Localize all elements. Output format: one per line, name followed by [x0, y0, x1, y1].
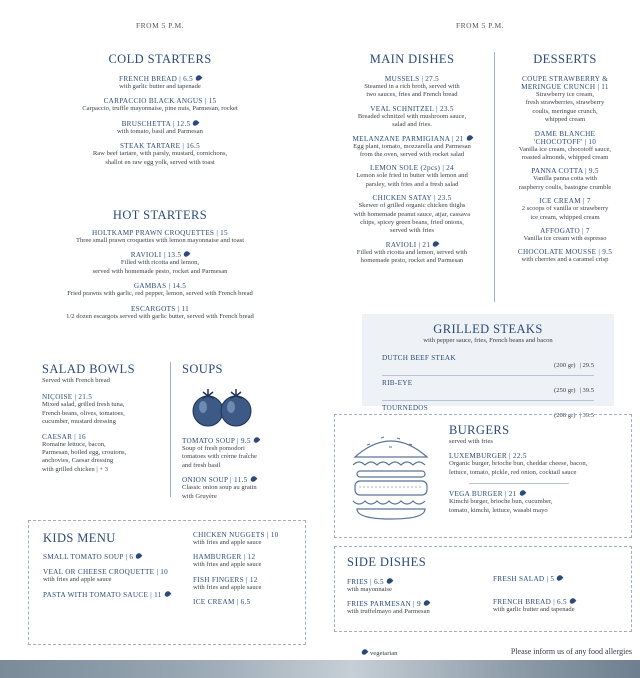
item-name: NIÇOISE | 21.5	[42, 393, 93, 402]
item-desc: Classic onion soup au gratin	[182, 484, 257, 492]
vegetarian-legend: vegetarian	[370, 650, 398, 657]
item-desc: with fries and apple sauce	[193, 539, 262, 546]
item-desc: Romaine lettuce, bacon,	[42, 440, 106, 448]
item-name: FRIES PARMESAN | 9	[347, 600, 421, 609]
menu-item	[182, 437, 302, 470]
kids-menu-right-column	[193, 531, 301, 606]
burgers-subtitle: served with fries	[449, 438, 493, 445]
menu-item	[332, 135, 492, 160]
cold-starters-title: COLD STARTERS	[108, 52, 212, 66]
menu-item	[0, 75, 320, 91]
item-name: FRENCH BREAD | 6.5	[119, 75, 193, 83]
menu-item	[493, 575, 627, 583]
item-desc: roasted almonds, whipped cream	[521, 154, 609, 162]
grilled-steaks-title: GRILLED STEAKS	[433, 322, 543, 336]
item-name: CHICKEN SATAY | 23.5	[372, 194, 452, 203]
item-desc: Mixed salad, grilled fresh tuna,	[42, 401, 125, 409]
item-name: CAESAR | 16	[42, 432, 86, 441]
menu-item	[449, 490, 629, 515]
hot-starters-title: HOT STARTERS	[112, 208, 208, 222]
side-dishes-box	[334, 546, 632, 632]
grilled-steaks-subtitle: with pepper sauce, fries, French beans and bacon	[423, 337, 553, 344]
kids-menu-left-column	[43, 531, 183, 599]
salad-bowls-subtitle: Served with French bread	[42, 377, 110, 384]
menu-item	[332, 241, 492, 266]
item-name: DAME BLANCHE	[534, 129, 596, 138]
item-name: GAMBAS | 14.5	[133, 282, 187, 291]
item-desc: with cherries and a caramel crisp	[521, 256, 609, 264]
item-desc: tomato, kimchi, lettuce, wasabi mayo	[449, 506, 548, 514]
vegetarian-leaf-icon	[569, 597, 577, 605]
item-name: FRESH SALAD | 5	[493, 575, 555, 583]
vegetarian-leaf-icon	[163, 591, 171, 599]
vegetarian-leaf-icon	[386, 577, 394, 585]
item-name: AFFOGATO | 7	[540, 227, 590, 236]
soups-title: SOUPS	[182, 362, 223, 376]
item-name: VEAL OR CHEESE CROQUETTE | 10	[43, 568, 169, 576]
vegetarian-leaf-icon	[556, 574, 564, 582]
steak-name: RIB-EYE	[382, 379, 413, 388]
menu-item	[496, 248, 634, 264]
menu-item	[0, 142, 320, 167]
menu-item	[347, 600, 477, 616]
item-desc: served with fries	[390, 227, 434, 235]
item-desc: with truffelmayo and Parmesan	[347, 608, 430, 616]
item-name: RAVIOLI | 13.5	[130, 251, 182, 260]
item-desc: Vanilla ice cream, chocotoff sauce,	[518, 145, 612, 153]
vegetarian-leaf-icon	[423, 600, 431, 608]
item-name: VEAL SCHNITZEL | 23.5	[370, 104, 454, 113]
item-desc: Vanilla panna cotta with	[533, 175, 597, 183]
item-name: MERINGUE CRUNCH | 11	[521, 83, 609, 91]
item-desc: Raw beef tartare, with parsly, mustard, cornichons,	[92, 150, 228, 158]
item-desc: tomatoes with crème fraîche	[182, 453, 257, 461]
item-desc: coulis, meringue crunch,	[532, 107, 598, 115]
left-menu-page	[0, 0, 320, 660]
menu-item	[449, 452, 629, 477]
item-desc: Parmesan, boiled egg, croutons,	[42, 449, 127, 457]
item-name: CHOCOLATE MOUSSE | 9.5	[517, 248, 613, 257]
right-page-header: FROM 5 P.M.	[455, 21, 505, 30]
steak-name: TOURNEDOS	[382, 404, 429, 413]
item-name: 'CHOCOTOFF' | 10	[533, 137, 597, 146]
item-desc: Three small prawn croquettes with lemon mayonnaise and toast	[75, 237, 245, 244]
salad-bowls-section	[42, 362, 167, 474]
burgers-box	[334, 414, 632, 538]
item-desc: with fries and apple sauce	[193, 583, 262, 591]
item-extra: with grilled chicken | + 3	[42, 465, 109, 473]
item-desc: Egg plant, tomato, mozzarella and Parmesan	[353, 142, 471, 150]
item-name: ONION SOUP | 11.5	[182, 476, 248, 485]
item-desc: served with homemade pesto, rocket and Parmesan	[92, 267, 228, 275]
item-desc: 2 scoops of vanilla or strawberry	[521, 205, 609, 213]
menu-item	[0, 282, 320, 298]
item-desc: anchovies, Caesar dressing	[42, 457, 114, 465]
steak-row	[382, 376, 594, 401]
item-desc: 1/2 dozen escargots served with garlic butter, served with French bread	[66, 312, 254, 320]
item-name: CARPACCIO BLACK ANGUS | 15	[103, 97, 217, 106]
item-desc: and fresh basil	[182, 461, 221, 469]
item-name: RAVIOLI | 21	[385, 240, 431, 249]
item-desc: two sauces, fries and French bread	[366, 91, 458, 99]
cold-starters-section	[0, 52, 320, 167]
main-dishes-title: MAIN DISHES	[369, 52, 455, 66]
allergy-note: Please inform us of any food allergies	[510, 646, 632, 656]
item-desc: with Gruyère	[182, 492, 217, 500]
main-dishes-section	[332, 52, 492, 266]
item-name: ICE CREAM | 7	[539, 197, 591, 206]
menu-item	[193, 553, 301, 569]
menu-item	[43, 591, 183, 599]
vegetarian-leaf-icon	[183, 251, 191, 259]
item-name: FRIES | 6.5	[347, 578, 384, 586]
steak-weight: (250 gr)	[554, 387, 576, 395]
item-desc: Fried prawns with garlic, red pepper, lemon, served with French bread	[67, 290, 253, 298]
vegetarian-leaf-icon	[518, 489, 526, 497]
menu-item	[493, 598, 627, 614]
item-name: PASTA WITH TOMATO SAUCE | 11	[43, 591, 162, 600]
burger-illustration-icon	[347, 427, 435, 523]
item-name: TOMATO SOUP | 9.5	[182, 437, 251, 445]
item-desc: Lemon sole fried in butter with lemon and	[356, 172, 468, 180]
steak-price: | 29.5	[579, 362, 594, 370]
item-name: HOLTKAMP PRAWN CROQUETTES | 15	[92, 229, 228, 237]
item-desc: chips, spicey green beans, fried onions,	[360, 219, 464, 227]
menu-item	[42, 433, 167, 475]
menu-item	[193, 531, 301, 547]
item-desc: with fries and apple sauce	[43, 576, 112, 583]
steak-weight: (200 gr)	[554, 412, 576, 420]
item-name: HAMBURGER | 12	[193, 553, 256, 562]
steak-row	[382, 351, 594, 376]
decorative-bottom-bar	[0, 660, 640, 678]
item-name: ESCARGOTS | 11	[130, 304, 190, 313]
item-name: CHICKEN NUGGETS | 10	[193, 531, 279, 539]
tomato-illustration-icon	[190, 385, 254, 429]
burgers-content	[449, 423, 629, 515]
menu-item	[0, 120, 320, 136]
steak-price: | 39.5	[579, 387, 594, 395]
item-desc: salad and fries.	[392, 121, 432, 129]
item-desc: Vanilla ice cream with espresso	[523, 235, 607, 243]
item-desc: Skewer of grilled organic chicken thighs	[358, 202, 466, 210]
item-desc: homemade pesto, rocket and Parmesan	[360, 257, 464, 265]
desserts-section	[496, 52, 634, 265]
burgers-title: BURGERS	[449, 423, 510, 437]
item-desc: Organic burger, brioche bun, cheddar cheese, bacon,	[449, 460, 588, 468]
menu-item	[0, 229, 320, 245]
item-desc: Kimchi burger, brioche bun, cucumber,	[449, 498, 553, 506]
item-desc: Carpaccio, truffle mayonnaise, pine nuts, Parmesan, rocket	[82, 105, 238, 113]
menu-item	[332, 105, 492, 130]
left-page-header: FROM 5 P.M.	[135, 21, 185, 30]
menu-item	[0, 305, 320, 321]
column-divider	[494, 52, 495, 302]
item-name: FISH FINGERS | 12	[193, 575, 258, 584]
vegetarian-leaf-icon	[252, 436, 260, 444]
menu-item	[43, 553, 183, 561]
item-desc: lettuce, tomato, pickle, red onion, cocktail sauce	[449, 468, 577, 476]
divider	[469, 483, 569, 484]
item-desc: with tomato, basil and Parmesan	[117, 127, 203, 135]
item-name: MUSSELS | 27.5	[384, 75, 440, 83]
menu-item	[0, 97, 320, 113]
item-name: COUPE STRAWBERRY &	[521, 75, 609, 83]
vegetarian-leaf-icon	[249, 475, 257, 483]
menu-item	[193, 598, 301, 606]
item-desc: raspberry coulis, bastogne crumble	[518, 183, 612, 191]
menu-item	[496, 167, 634, 192]
item-desc: with garlic butter and tapenade	[119, 83, 201, 90]
item-desc: Soup of fresh pomodori	[182, 445, 245, 452]
item-name: ICE CREAM | 6.5	[193, 598, 251, 607]
vegetarian-leaf-icon	[135, 552, 143, 560]
soups-section	[182, 362, 302, 501]
side-dishes-title: SIDE DISHES	[347, 555, 427, 569]
item-name: MELANZANE PARMIGIANA | 21	[352, 134, 464, 143]
item-desc: with fries and apple sauce	[193, 561, 262, 569]
menu-item	[332, 164, 492, 189]
item-name: VEGA BURGER | 21	[449, 490, 517, 499]
vegetarian-leaf-icon	[192, 119, 200, 127]
item-desc: parsley, with fries and a fresh salad	[365, 180, 459, 188]
steak-price: | 39.5	[579, 412, 594, 420]
item-name: SMALL TOMATO SOUP | 6	[43, 553, 134, 561]
item-desc: Steamed in a rich broth, served with	[364, 83, 460, 90]
salad-bowls-title: SALAD BOWLS	[42, 362, 135, 376]
kids-menu-box	[28, 520, 306, 645]
menu-item	[182, 476, 302, 501]
item-name: PANNA COTTA | 9.5	[531, 167, 599, 176]
item-desc: with homemade peanut sauce, atjar, cassava	[354, 210, 470, 218]
item-desc: cucumber, mustard dressing	[42, 418, 116, 426]
side-dishes-right-column	[493, 575, 627, 614]
item-desc: whipped cream	[544, 116, 586, 124]
vegetarian-leaf-icon	[361, 648, 369, 656]
item-name: STEAK TARTARE | 16.5	[120, 142, 200, 151]
hot-starters-section	[0, 208, 320, 321]
item-desc: with garlic butter and tapenade	[493, 606, 575, 613]
grilled-steaks-panel	[362, 314, 614, 420]
menu-item	[332, 194, 492, 236]
column-divider	[170, 362, 171, 497]
item-desc: fresh strawberries, strawberry	[525, 99, 605, 107]
steak-weight: (200 gr)	[554, 362, 576, 370]
menu-item	[332, 75, 492, 100]
menu-item	[42, 393, 167, 426]
item-desc: Breaded schnitzel with mushroom sauce,	[357, 112, 467, 120]
item-desc: French beans, olives, tomatoes,	[42, 409, 125, 417]
menu-item	[43, 568, 183, 584]
item-name: BRUSCHETTA | 12.5	[121, 119, 191, 128]
menu-item	[0, 251, 320, 276]
steak-name: DUTCH BEEF STEAK	[382, 354, 456, 363]
kids-menu-title: KIDS MENU	[43, 531, 116, 545]
item-desc: ice cream, whipped cream	[530, 213, 600, 221]
menu-item	[496, 227, 634, 243]
menu-item	[496, 130, 634, 163]
menu-item	[496, 197, 634, 222]
item-desc: shallot en raw egg yolk, served with toast	[105, 158, 215, 166]
item-name: LEMON SOLE (2pcs) | 24	[370, 164, 454, 173]
vegetarian-leaf-icon	[195, 74, 203, 82]
vegetarian-leaf-icon	[432, 240, 440, 248]
desserts-title: DESSERTS	[533, 52, 597, 66]
item-desc: Filled with ricotta and lemon,	[120, 259, 200, 267]
menu-item	[347, 578, 477, 594]
item-name: LUXEMBURGER | 22.5	[449, 452, 527, 461]
right-menu-page	[320, 0, 640, 660]
item-desc: from the oven, served with rocket salad	[359, 151, 465, 159]
menu-item	[496, 75, 634, 125]
menu-item	[193, 576, 301, 592]
footer	[362, 642, 632, 660]
side-dishes-left-column	[347, 555, 477, 617]
item-name: FRENCH BREAD | 6.5	[493, 598, 567, 606]
item-desc: Strawberry ice cream,	[535, 91, 595, 98]
item-desc: Filled with ricotta and lemon, served with	[356, 248, 468, 256]
item-desc: with mayonnaise	[347, 586, 392, 593]
vegetarian-leaf-icon	[465, 134, 473, 142]
